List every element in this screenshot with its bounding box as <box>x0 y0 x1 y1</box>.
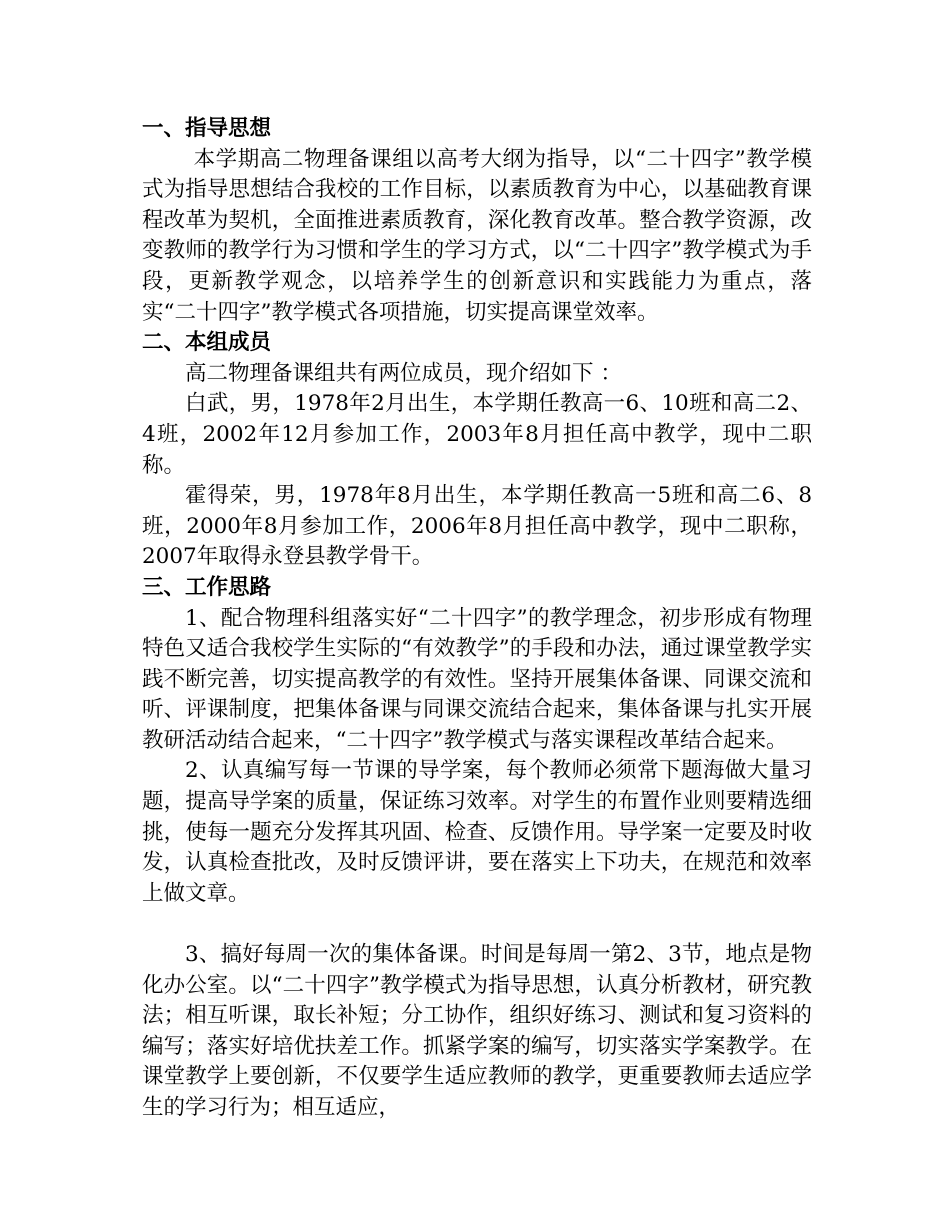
blank-line <box>142 909 812 940</box>
paragraph-members-intro: 高二物理备课组共有两位成员，现介绍如下 ： <box>185 360 622 386</box>
paragraph-work-plan-3: 3、搞好每周一次的集体备课。时间是每周一第2、3节，地点是物化办公室。以“二十四字”教学模式为指导思想，认真分析教材，研究教法；相互听课，取长补短；分工协作，组织好练习、测试和复习资料的编写；落实好培优扶差工作。抓紧学案的编写，切实落实学案教学。在课堂教学上要创新，不仅要学生适应教师的教学，更重要教师去适应学生的学习行为；相互适应， <box>142 942 812 1120</box>
paragraph-member-bai-wu: 白武，男，1978年2月出生，本学期任教高一6、10班和高二2、4班，2002年12月参加工作，2003年8月担任高中教学，现中二职称。 <box>142 391 812 478</box>
section-heading-members: 二、本组成员 <box>142 330 272 356</box>
paragraph-guiding-ideology: 本学期高二物理备课组以高考大纲为指导，以“二十四字”教学模式为指导思想结合我校的工作目标，以素质教育为中心，以基础教育课程改革为契机，全面推进素质教育，深化教育改革。整合教学资源，改变教师的教学行为习惯和学生的学习方式，以“二十四字”教学模式为手段，更新教学观念，以培养学生的创新意识和实践能力为重点，落实“二十四字”教学模式各项措施，切实提高课堂效率。 <box>142 146 812 325</box>
section-heading-work-plan: 三、工作思路 <box>142 574 272 600</box>
section-heading-guiding-ideology: 一、指导思想 <box>142 116 272 141</box>
paragraph-work-plan-2: 2、认真编写每一节课的导学案，每个教师必须常下题海做大量习题，提高导学案的质量，保证练习效率。对学生的布置作业则要精选细挑，使每一题充分发挥其巩固、检查、反馈作用。导学案一定要及时收发，认真检查批改，及时反馈评讲，要在落实上下功夫，在规范和效率上做文章。 <box>142 758 812 906</box>
paragraph-work-plan-1: 1、配合物理科组落实好“二十四字”的教学理念，初步形成有物理特色又适合我校学生实际的“有效教学”的手段和办法，通过课堂教学实践不断完善，切实提高教学的有效性。坚持开展集体备课、同课交流和听、评课制度，把集体备课与同课交流结合起来，集体备课与扎实开展教研活动结合起来，“二十四字”教学模式与落实课程改革结合起来。 <box>142 605 812 753</box>
paragraph-member-huo-derong: 霍得荣，男，1978年8月出生，本学期任教高一5班和高二6、8班，2000年8月参加工作，2006年8月担任高中教学，现中二职称，2007年取得永登县教学骨干。 <box>142 483 812 570</box>
document-page <box>142 114 812 1124</box>
